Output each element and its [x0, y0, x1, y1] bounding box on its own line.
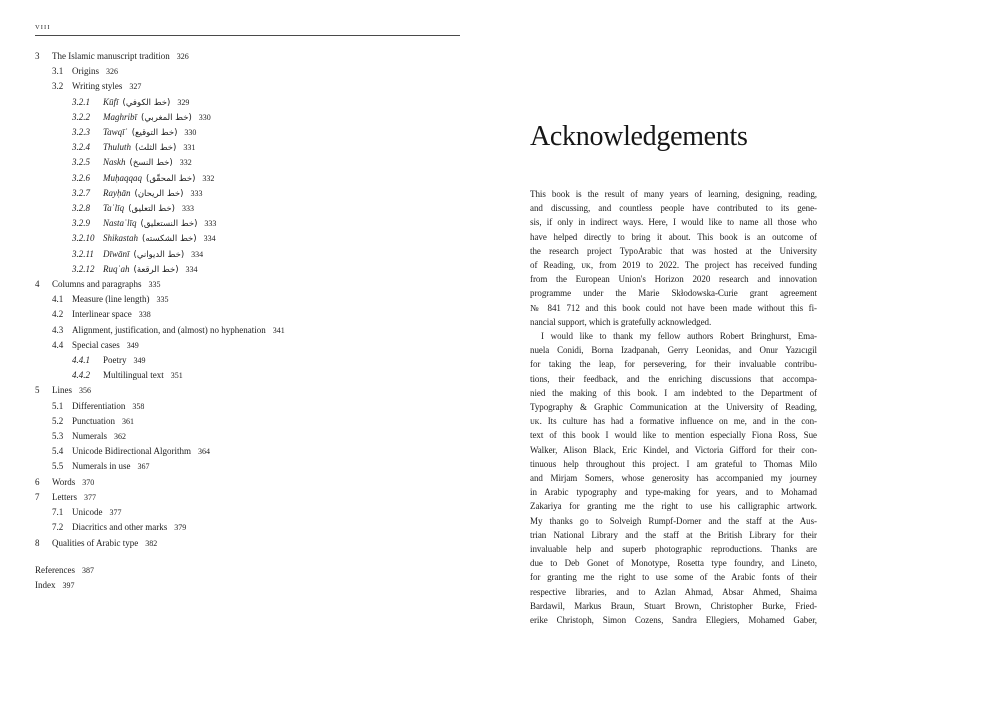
toc-row: [35, 95, 467, 110]
toc-entry-title: Kūfī: [103, 96, 119, 107]
toc-entry-number: 3.2.12: [72, 263, 95, 274]
toc-entry-arabic: (خط التعليق): [128, 204, 175, 215]
ack-text-line: Walker, Alison Black, Eric Kindel, and Victoria Gifford for their con-: [530, 444, 817, 455]
backmatter-row: [35, 563, 467, 578]
ack-text-line: in Arabic typography and type-making for years, and to Mohamad: [530, 487, 817, 498]
toc-entry-number: 3.2.3: [72, 127, 90, 138]
toc-row: [35, 475, 467, 490]
toc-entry-number: 3.2.6: [72, 172, 90, 183]
ack-text-line: tions, their feedback, and the enriching discussions that accompa-: [530, 373, 817, 384]
toc-entry-page: 333: [181, 204, 194, 214]
ack-text-line: and Mirjam Somers, whose generosity has accompanied my journey: [530, 473, 817, 484]
ack-text-line: Bardawil, Markus Braun, Stuart Brown, Christopher Burke, Fried-: [530, 600, 817, 611]
toc-entry-number: 6: [35, 476, 40, 487]
toc-entry-number: 3.2.11: [72, 248, 94, 259]
toc-entry-title: Ruqʿah: [103, 263, 130, 274]
toc-entry-title: Multilingual text: [103, 370, 164, 381]
backmatter-title: References: [35, 564, 75, 575]
toc-row: [35, 201, 467, 216]
toc-entry-title: Columns and paragraphs: [52, 279, 142, 290]
toc-entry-page: 382: [145, 538, 158, 548]
toc-entry-title: Shikastah: [103, 233, 138, 244]
left-page-folio: VIII: [35, 24, 51, 31]
toc-entry-page: 332: [179, 158, 192, 168]
toc-entry-page: 364: [197, 447, 210, 457]
ack-text-line: text of this book I would like to mention especially Fiona Ross, Sue: [530, 430, 817, 441]
toc-entry-number: 5.2: [52, 415, 64, 426]
toc-entry-title: Thuluth: [103, 142, 132, 153]
toc-entry-title: Writing styles: [72, 81, 123, 92]
toc-entry-number: 7.1: [52, 507, 64, 518]
toc-entry-page: 356: [79, 386, 91, 396]
toc-entry-page: 349: [133, 356, 146, 366]
toc-row: [35, 125, 467, 140]
toc-row: [35, 399, 467, 414]
ack-text-line: This book is the result of many years of learning, designing, reading,: [530, 189, 817, 199]
toc-row: [35, 490, 467, 505]
toc-row: [35, 307, 467, 322]
toc-entry-title: Taʿlīq: [103, 203, 125, 214]
toc-entry-page: 330: [198, 112, 211, 122]
toc-entry-title: Interlinear space: [72, 309, 132, 320]
toc-entry-number: 7: [35, 491, 40, 502]
toc-entry-number: 5.5: [52, 461, 64, 472]
toc-entry-title: Poetry: [103, 355, 127, 366]
toc-entry-page: 332: [202, 173, 215, 183]
toc-entry-number: 3.2.8: [72, 203, 90, 214]
toc-entry-title: Lines: [52, 385, 72, 396]
toc-entry-number: 3.2: [52, 81, 64, 92]
toc-entry-title: Measure (line length): [72, 294, 150, 305]
toc-entry-number: 5.3: [52, 431, 64, 442]
ack-text-line: and discussing, and countless people have contributed to its gene-: [530, 203, 817, 214]
toc-entry-title: Punctuation: [72, 415, 115, 426]
toc-entry-page: 358: [132, 401, 145, 411]
ack-text-line: for granting me the right to use some of the Arabic fonts of their: [530, 572, 817, 583]
toc-entry-page: 349: [126, 340, 139, 350]
toc-entry-title: Diacritics and other marks: [72, 522, 168, 533]
ack-text-line: the research project TypoArabic that was hosted at the University: [530, 245, 817, 256]
toc-entry-page: 370: [82, 477, 95, 487]
ack-text-line: respective libraries, and to Azlan Ahmad, Absar Ahmed, Shaima: [530, 586, 817, 597]
toc-row: [35, 216, 467, 231]
toc-entry-page: 379: [174, 523, 187, 533]
toc-entry-title: Dīwānī: [103, 248, 130, 259]
toc-entry-page: 331: [183, 143, 196, 153]
ack-text-line: ᴜᴋ. Its culture has had a formative influence on me, and in the con-: [530, 416, 817, 427]
ack-text-line: have helped directly to bring it about. This book is an outcome of: [530, 231, 817, 242]
backmatter-page: 397: [62, 580, 75, 590]
toc-entry-page: 341: [272, 325, 285, 335]
chapter-title: Acknowledgements: [530, 121, 748, 152]
toc-entry-title: Muḥaqqaq: [103, 172, 142, 183]
ack-text-line: My thanks go to Solveigh Rumpf-Dorner and the staff at the Aus-: [530, 515, 817, 526]
ack-body: [530, 187, 817, 627]
toc-entry-arabic: (خط المغربي): [141, 112, 192, 123]
toc-entry-page: 333: [204, 219, 217, 229]
toc-row: [35, 49, 467, 64]
toc-row: [35, 277, 467, 292]
toc-row: [35, 262, 467, 277]
toc-entry-arabic: (خط الثلث): [135, 143, 177, 154]
toc-row: [35, 247, 467, 262]
toc-entry-arabic: (خط النستعليق): [140, 219, 198, 230]
toc-entry-page: 334: [185, 264, 198, 274]
backmatter-title: Index: [35, 579, 56, 590]
toc-entry-page: 326: [176, 52, 189, 61]
toc-entry-number: 3.2.2: [72, 111, 90, 122]
toc-entry-title: Numerals in use: [72, 461, 131, 472]
toc-row: [35, 353, 467, 368]
toc-row: [35, 368, 467, 383]
toc-row: [35, 231, 467, 246]
ack-text-line: due to Deb Gonet of Monotype, Rosetta type foundry, and Lineto,: [530, 558, 817, 569]
toc-entry-page: 334: [203, 234, 216, 244]
toc-entry-title: Words: [52, 476, 76, 487]
toc-entry-number: 3.2.1: [72, 96, 90, 107]
toc-entry-page: 335: [148, 280, 161, 290]
ack-text-line: tinuous help throughout this project. I am grateful to Thomas Milo: [530, 458, 817, 469]
ack-text-line: nancial support, which is gratefully acknowledged.: [530, 316, 712, 327]
toc-entry-title: Special cases: [72, 339, 120, 350]
toc-list: [35, 49, 467, 593]
ack-text-line: sis, if only in indirect ways. Here, I would like to name all those who: [530, 217, 817, 228]
toc-row: [35, 171, 467, 186]
toc-entry-arabic: (خط الكوفي): [122, 97, 171, 108]
toc-entry-title: Differentiation: [72, 400, 126, 411]
toc-entry-title: Alignment, justification, and (almost) no hyphenation: [72, 324, 266, 335]
ack-text-line: of Reading, ᴜᴋ, from 2019 to 2022. The project has received funding: [530, 260, 817, 271]
toc-entry-page: 333: [190, 188, 203, 198]
toc-entry-arabic: (خط المحقّق): [146, 173, 196, 184]
toc-row: [35, 186, 467, 201]
toc-entry-page: 327: [129, 82, 142, 92]
ack-text-line: I would like to thank my fellow authors Robert Bringhurst, Ema-: [541, 331, 817, 342]
toc-entry-number: 4.4.2: [72, 370, 90, 381]
toc-entry-title: The Islamic manuscript tradition: [52, 51, 170, 61]
ack-text-line: № 841 712 and this book could not have been made without this fi-: [530, 302, 817, 313]
toc-row: [35, 520, 467, 535]
backmatter-list: [35, 563, 467, 593]
toc-entry-number: 4.4.1: [72, 355, 90, 366]
toc-entry-arabic: (خط الديواني): [133, 249, 185, 260]
toc-entry-number: 3.2.7: [72, 187, 90, 198]
toc-entry-page: 334: [191, 249, 204, 259]
toc-entry-page: 326: [106, 67, 118, 77]
toc-entry-number: 5.4: [52, 446, 64, 457]
ack-text-line: nuela Conidi, Borna Izadpanah, Gerry Leonidas, and Onur Yazıcıgil: [530, 345, 817, 356]
toc-entry-number: 4.4: [52, 339, 64, 350]
toc-entry-title: Letters: [52, 491, 77, 502]
toc-row: [35, 64, 467, 79]
ack-text-line: erike Christoph, Simon Cozens, Sandra Ellegiers, Mohamed Gaber,: [530, 615, 817, 626]
toc-entry-number: 3.2.4: [72, 142, 90, 153]
toc-row: [35, 140, 467, 155]
toc-entry-number: 5.1: [52, 400, 64, 411]
ack-text-line: for taking the leap, for persevering, for their invaluable contribu-: [530, 359, 817, 370]
toc-entry-number: 5: [35, 385, 40, 396]
toc-entry-title: Naskh: [103, 157, 126, 168]
toc-entry-arabic: (خط الريحان): [134, 188, 184, 199]
toc-entry-number: 4.2: [52, 309, 64, 320]
toc-entry-number: 7.2: [52, 522, 64, 533]
toc-entry-title: Qualities of Arabic type: [52, 537, 139, 548]
toc-entry-page: 361: [122, 416, 134, 426]
toc-entry-page: 377: [84, 492, 96, 502]
toc-entry-arabic: (خط النسخ): [129, 158, 173, 169]
toc-entry-page: 351: [170, 371, 183, 381]
toc-entry-page: 330: [184, 128, 197, 138]
toc-row: [35, 444, 467, 459]
toc-row: [35, 383, 467, 398]
toc-entry-number: 3.1: [52, 66, 64, 77]
toc-entry-page: 335: [156, 295, 169, 305]
ack-text-line: Zakariya for granting me the right to use his calligraphic artwork.: [530, 501, 817, 512]
toc-row: [35, 110, 467, 125]
toc-entry-page: 377: [109, 508, 122, 518]
toc-entry-title: Nastaʿlīq: [103, 218, 137, 229]
header-rule: [35, 35, 460, 36]
toc-entry-page: 329: [177, 97, 190, 107]
ack-text-line: trian National Library and the staff at the British Library for their: [530, 529, 817, 540]
toc-entry-page: 362: [114, 432, 126, 442]
backmatter-page: 387: [81, 565, 94, 575]
ack-text-line: invaluable help and superb photographic reproductions. Thanks are: [530, 544, 817, 555]
ack-text-line: programme under the Marie Skłodowska-Curie grant agreement: [530, 288, 817, 299]
toc-row: [35, 292, 467, 307]
toc-entry-number: 4.3: [52, 324, 64, 335]
toc-entry-number: 4.1: [52, 294, 64, 305]
toc-entry-number: 8: [35, 537, 40, 548]
toc-row: [35, 536, 467, 551]
toc-row: [35, 338, 467, 353]
toc-entry-number: 3.2.9: [72, 218, 90, 229]
toc-entry-number: 4: [35, 279, 40, 290]
ack-text-line: from the European Union's Horizon 2020 research and innovation: [530, 274, 817, 285]
toc-row: [35, 79, 467, 94]
toc-entry-title: Tawqīʿ: [103, 127, 128, 138]
toc-entry-arabic: (خط الرقعة): [133, 264, 179, 275]
toc-entry-number: 3.2.5: [72, 157, 90, 168]
toc-entry-title: Rayḥān: [103, 187, 131, 198]
toc-entry-page: 367: [137, 462, 150, 472]
toc-entry-page: 338: [138, 310, 151, 320]
toc-entry-number: 3: [35, 51, 40, 61]
toc-entry-title: Numerals: [72, 431, 107, 442]
toc-entry-number: 3.2.10: [72, 233, 95, 244]
toc-entry-title: Maghribī: [103, 111, 138, 122]
toc-entry-title: Unicode Bidirectional Algorithm: [72, 446, 191, 457]
ack-text-line: Typography & Graphic Communication at the University of Reading,: [530, 402, 817, 413]
toc-entry-title: Unicode: [72, 507, 103, 518]
toc-entry-arabic: (خط الشكسته): [142, 234, 197, 245]
toc-entry-title: Origins: [72, 66, 99, 77]
ack-text-line: nied the making of this book. I am indebted to the Department of: [530, 387, 817, 398]
toc-row: [35, 505, 467, 520]
toc-row: [35, 155, 467, 170]
toc-row: [35, 459, 467, 474]
toc-row: [35, 414, 467, 429]
backmatter-row: [35, 578, 467, 593]
toc-row: [35, 429, 467, 444]
toc-entry-arabic: (خط التوقيع): [131, 128, 178, 139]
toc-row: [35, 323, 467, 338]
